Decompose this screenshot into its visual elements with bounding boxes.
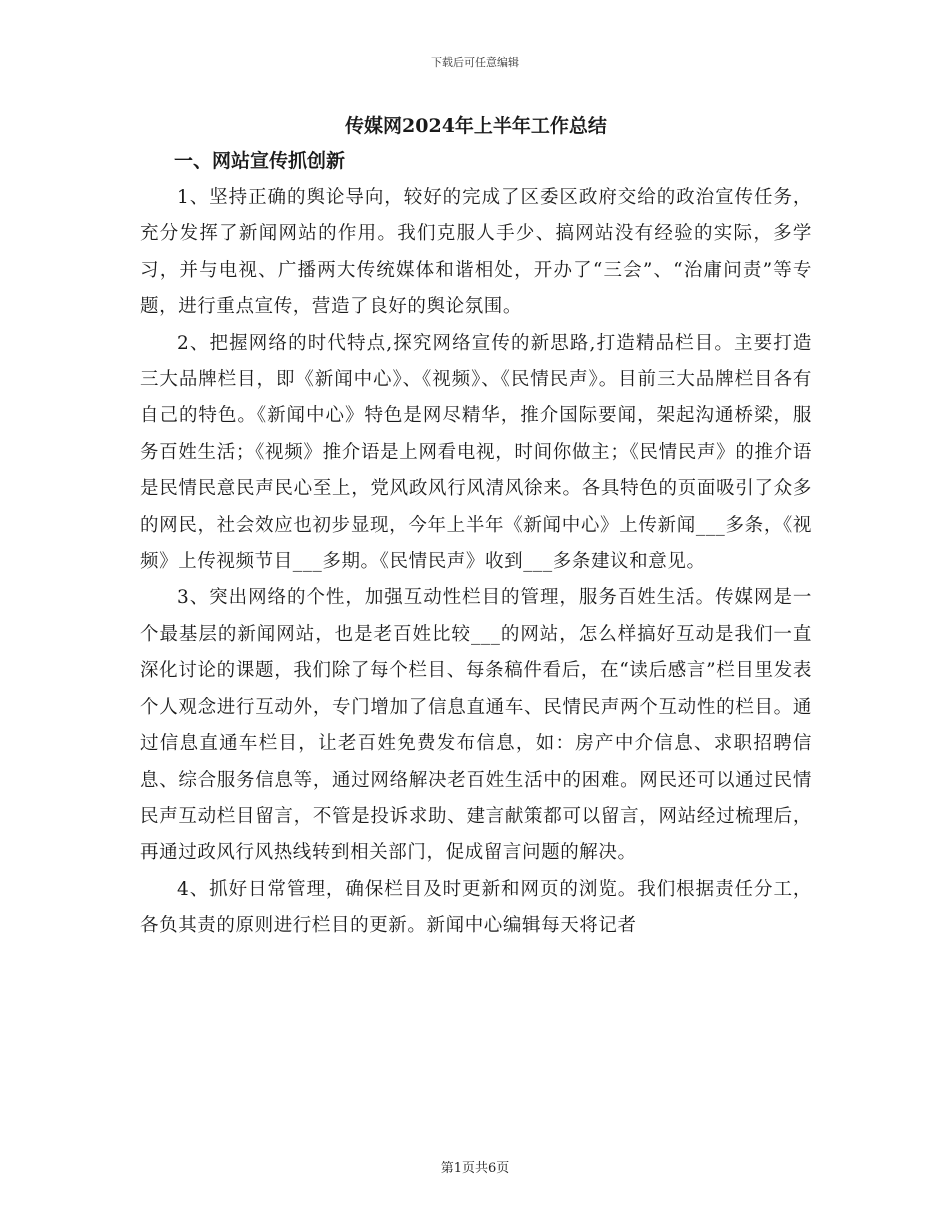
section-heading: 一、网站宣传抓创新: [174, 150, 346, 172]
paragraph-2: 2、把握网络的时代特点,探究网络宣传的新思路,打造精品栏目。主要打造三大品牌栏目，即《新闻中心》、《视频》、《民情民声》。目前三大品牌栏目各有自己的特色。《新闻中心》特色是网尽精华，推介国际要闻，架起沟通桥梁，服务百姓生活；《视频》推介语是上网看电视，时间你做主；《民情民声》的推介语是民情民意民声民心至上，党风政风行风清风徐来。各具特色的页面吸引了众多的网民，社会效应也初步显现，今年上半年《新闻中心》上传新闻___多条，《视频》上传视频节目___多期。《民情民声》收到___多条建议和意见。: [140, 332, 812, 573]
document-body: [140, 112, 812, 945]
document-title: 传媒网2024年上半年工作总结: [345, 115, 607, 137]
page-number: 第1页共6页: [440, 1161, 510, 1176]
paragraph-3: 3、突出网络的个性，加强互动性栏目的管理，服务百姓生活。传媒网是一个最基层的新闻网站，也是老百姓比较___的网站，怎么样搞好互动是我们一直深化讨论的课题，我们除了每个栏目、每条稿件看后，在“读后感言”栏目里发表个人观念进行互动外，专门增加了信息直通车、民情民声两个互动性的栏目。通过信息直通车栏目，让老百姓免费发布信息，如：房产中介信息、求职招聘信息、综合服务信息等，通过网络解决老百姓生活中的困难。网民还可以通过民情民声互动栏目留言，不管是投诉求助、建言献策都可以留言，网站经过梳理后，再通过政风行风热线转到相关部门，促成留言问题的解决。: [140, 587, 812, 864]
page-header-note: 下载后可任意编辑: [431, 56, 519, 69]
paragraph-1: 1、坚持正确的舆论导向，较好的完成了区委区政府交给的政治宣传任务，充分发挥了新闻网站的作用。我们克服人手少、搞网站没有经验的实际，多学习，并与电视、广播两大传统媒体和谐相处，开办了“三会”、“治庸问责”等专题，进行重点宣传，营造了良好的舆论氛围。: [140, 187, 812, 318]
paragraph-4: 4、抓好日常管理，确保栏目及时更新和网页的浏览。我们根据责任分工，各负其责的原则进行栏目的更新。新闻中心编辑每天将记者: [140, 878, 812, 937]
